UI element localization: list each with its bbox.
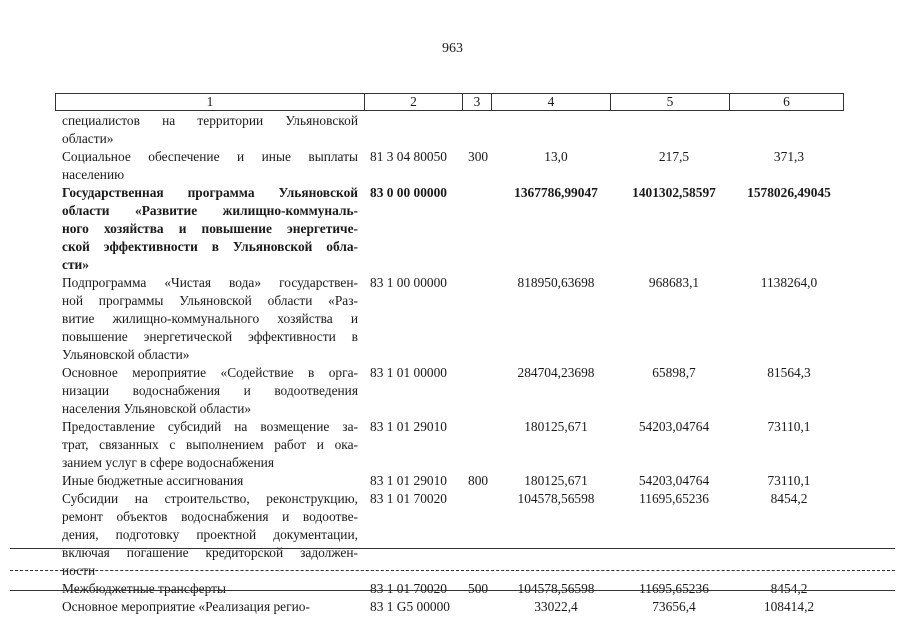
description-line: занием услуг в сфере водоснабжения bbox=[62, 455, 274, 470]
description-line: Основное мероприятие «Реализация регио- bbox=[62, 599, 310, 614]
description-line: включая погашение кредиторской задолжен- bbox=[62, 545, 358, 560]
row-code: 83 1 01 00000 bbox=[370, 365, 447, 380]
description-line: низации водоснабжения и водоотведения bbox=[62, 383, 358, 398]
table-row bbox=[0, 112, 905, 148]
table-row bbox=[0, 490, 905, 580]
table-row bbox=[0, 418, 905, 472]
row-value-col6: 73110,1 bbox=[767, 473, 811, 488]
description-line: населения Ульяновской области» bbox=[62, 401, 252, 416]
header-col-4: 4 bbox=[491, 93, 611, 111]
row-value-col5: 1401302,58597 bbox=[632, 185, 716, 200]
row-value-col6: 8454,2 bbox=[770, 581, 808, 596]
row-value-col6: 81564,3 bbox=[767, 365, 811, 380]
row-code: 83 1 G5 00000 bbox=[370, 599, 450, 614]
description-line: области» bbox=[62, 131, 114, 146]
row-value-col5: 54203,04764 bbox=[638, 419, 710, 434]
row-value-col6: 371,3 bbox=[773, 149, 805, 164]
row-value-col5: 54203,04764 bbox=[638, 473, 710, 488]
description-line: ности bbox=[62, 563, 96, 578]
description-line: области «Развитие жилищно-коммуналь- bbox=[62, 203, 358, 218]
description-line: Подпрограмма «Чистая вода» государствен- bbox=[62, 275, 358, 290]
row-value-col5: 65898,7 bbox=[652, 365, 696, 380]
description-line: дения, подготовку проектной документации, bbox=[62, 527, 358, 542]
row-value-col4: 13,0 bbox=[544, 149, 568, 164]
header-col-2: 2 bbox=[364, 93, 463, 111]
description-line: ремонт объектов водоснабжения и водоотве- bbox=[62, 509, 358, 524]
row-expense-type: 300 bbox=[468, 149, 489, 164]
row-code: 83 1 01 70020 bbox=[370, 491, 447, 506]
row-value-col6: 1138264,0 bbox=[760, 275, 818, 290]
row-description bbox=[62, 418, 358, 472]
description-line: ской эффективности в Ульяновской обла- bbox=[62, 239, 358, 254]
row-value-col4: 104578,56598 bbox=[517, 491, 595, 506]
table-row bbox=[0, 472, 905, 490]
row-value-col4: 33022,4 bbox=[534, 599, 578, 614]
row-expense-type: 800 bbox=[468, 473, 489, 488]
row-code: 83 1 01 29010 bbox=[370, 473, 447, 488]
table-row bbox=[0, 148, 905, 184]
row-value-col6: 1578026,49045 bbox=[747, 185, 831, 200]
description-line: Ульяновской области» bbox=[62, 347, 190, 362]
row-value-col4: 818950,63698 bbox=[517, 275, 595, 290]
description-line: Иные бюджетные ассигнования bbox=[62, 473, 244, 488]
description-line: сти» bbox=[62, 257, 89, 272]
row-description bbox=[62, 364, 358, 418]
header-col-1: 1 bbox=[55, 93, 365, 111]
row-value-col5: 73656,4 bbox=[652, 599, 696, 614]
table-header bbox=[55, 93, 844, 111]
description-line: Социальное обеспечение и иные выплаты bbox=[62, 149, 358, 164]
row-description bbox=[62, 274, 358, 364]
row-description bbox=[62, 580, 358, 598]
description-line: витие жилищно-коммунального хозяйства и bbox=[62, 311, 358, 326]
row-description bbox=[62, 148, 358, 184]
row-code: 83 0 00 00000 bbox=[370, 185, 447, 200]
row-description bbox=[62, 490, 358, 580]
row-description bbox=[62, 112, 358, 148]
row-code: 83 1 00 00000 bbox=[370, 275, 447, 290]
table-row bbox=[0, 184, 905, 274]
bottom-line bbox=[10, 590, 895, 591]
row-value-col5: 968683,1 bbox=[648, 275, 700, 290]
row-description bbox=[62, 598, 358, 616]
description-line: Субсидии на строительство, реконструкцию, bbox=[62, 491, 358, 506]
row-description bbox=[62, 472, 358, 490]
row-value-col4: 104578,56598 bbox=[517, 581, 595, 596]
description-line: повышение энергетической эффективности в bbox=[62, 329, 358, 344]
description-line: Государственная программа Ульяновской bbox=[62, 185, 358, 200]
description-line: Межбюджетные трансферты bbox=[62, 581, 226, 596]
row-value-col5: 11695,65236 bbox=[639, 581, 709, 596]
row-expense-type: 500 bbox=[468, 581, 489, 596]
row-code: 81 3 04 80050 bbox=[370, 149, 447, 164]
description-line: ного хозяйства и повышение энергетиче- bbox=[62, 221, 358, 236]
row-description bbox=[62, 184, 358, 274]
table-row bbox=[0, 364, 905, 418]
table-row bbox=[0, 598, 905, 616]
dashed-separator bbox=[10, 570, 895, 571]
row-code: 83 1 01 29010 bbox=[370, 419, 447, 434]
description-line: трат, связанных с выполнением работ и ока- bbox=[62, 437, 358, 452]
description-line: специалистов на территории Ульяновской bbox=[62, 113, 358, 128]
description-line: Основное мероприятие «Содействие в орга- bbox=[62, 365, 358, 380]
header-col-5: 5 bbox=[610, 93, 730, 111]
row-code: 83 1 01 70020 bbox=[370, 581, 447, 596]
row-value-col6: 8454,2 bbox=[770, 491, 808, 506]
row-value-col4: 180125,671 bbox=[524, 473, 588, 488]
table-row bbox=[0, 580, 905, 598]
description-line: населению bbox=[62, 167, 125, 182]
row-value-col4: 1367786,99047 bbox=[514, 185, 598, 200]
header-col-6: 6 bbox=[729, 93, 844, 111]
row-value-col5: 11695,65236 bbox=[639, 491, 709, 506]
separator-line bbox=[10, 548, 895, 549]
row-value-col6: 73110,1 bbox=[767, 419, 811, 434]
table-row bbox=[0, 274, 905, 364]
description-line: Предоставление субсидий на возмещение за- bbox=[62, 419, 358, 434]
row-value-col6: 108414,2 bbox=[763, 599, 815, 614]
description-line: ной программы Ульяновской области «Раз- bbox=[62, 293, 358, 308]
row-value-col4: 180125,671 bbox=[524, 419, 588, 434]
header-col-3: 3 bbox=[462, 93, 492, 111]
row-value-col5: 217,5 bbox=[658, 149, 690, 164]
page-number: 963 bbox=[442, 41, 463, 56]
row-value-col4: 284704,23698 bbox=[517, 365, 595, 380]
